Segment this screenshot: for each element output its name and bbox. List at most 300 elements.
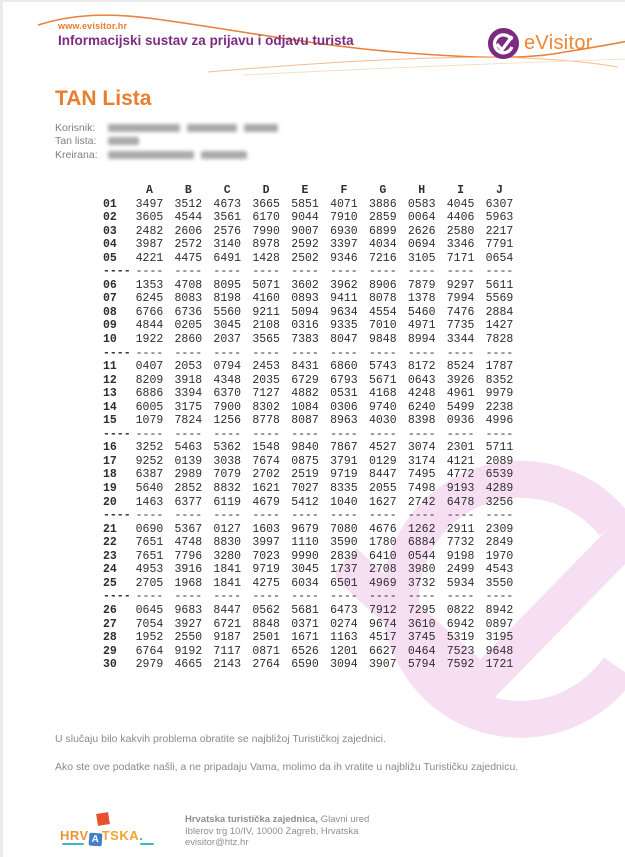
tan-value: 8172 <box>407 360 436 374</box>
tan-value: 3907 <box>368 658 397 672</box>
tan-value: 9187 <box>213 631 242 645</box>
tan-value: 3590 <box>330 536 358 550</box>
tan-value: 9740 <box>368 400 397 414</box>
kreirana-value-redacted <box>108 149 254 161</box>
tan-value: 7651 <box>135 536 164 550</box>
tan-value: 1428 <box>252 251 280 265</box>
tan-table-row <box>103 252 519 266</box>
organization-address: Iblerov trg 10/IV, 10000 Zagreb, Hrvatska <box>185 825 359 837</box>
tan-value: 7295 <box>407 603 436 617</box>
hrvatska-tourist-board-logo <box>60 812 170 854</box>
tan-value: 5367 <box>174 522 203 536</box>
tan-table-row <box>103 333 519 347</box>
tan-value: 4679 <box>252 495 280 509</box>
row-label: 12 <box>103 373 117 387</box>
tan-value: 7674 <box>252 454 280 468</box>
tan-value: 2037 <box>213 333 242 347</box>
tan-value: 2764 <box>252 658 280 672</box>
tan-value: 0643 <box>407 373 436 387</box>
tan-value: 5319 <box>446 631 475 645</box>
row-label: 19 <box>103 482 117 496</box>
tan-value: 6245 <box>135 292 164 306</box>
tan-value: 2702 <box>252 468 280 482</box>
tan-value: C <box>223 184 231 197</box>
tan-table <box>103 184 519 672</box>
tan-value: 9346 <box>330 251 358 265</box>
tan-table-row <box>103 441 519 455</box>
tan-table-separator-row <box>103 590 519 604</box>
tan-value: 4748 <box>174 536 203 550</box>
tan-value: 8087 <box>291 414 319 428</box>
tan-value: 1256 <box>213 414 242 428</box>
tan-value: 0822 <box>446 603 475 617</box>
tan-value: 7828 <box>485 333 514 347</box>
tan-value: 3886 <box>368 197 397 211</box>
tan-value: ---- <box>485 265 514 279</box>
tan-value: 2979 <box>135 658 164 672</box>
row-label: 26 <box>103 603 117 617</box>
tan-value: 7910 <box>330 211 358 225</box>
tan-table-separator-row <box>103 347 519 361</box>
tan-value: 1427 <box>485 319 514 333</box>
tan-value: 4673 <box>213 197 242 211</box>
tan-value: ---- <box>485 427 514 441</box>
tan-value: 0583 <box>407 197 436 211</box>
tan-value: 8083 <box>174 292 203 306</box>
tan-value: 2849 <box>485 536 514 550</box>
tan-value: 9411 <box>330 292 358 306</box>
tan-value: 3140 <box>213 238 242 252</box>
row-label: 05 <box>103 251 117 265</box>
tan-value: 2742 <box>407 495 436 509</box>
tan-value: ---- <box>485 509 514 523</box>
tan-value: 8778 <box>252 414 280 428</box>
tan-value: 3038 <box>213 454 242 468</box>
row-label: 07 <box>103 292 117 306</box>
tan-value: 7476 <box>446 305 475 319</box>
tan-value: 2626 <box>407 224 436 238</box>
tan-value: ---- <box>174 590 203 604</box>
tan-value: 3045 <box>213 319 242 333</box>
tan-value: 2705 <box>135 576 164 590</box>
row-label: 25 <box>103 576 117 590</box>
tan-value: 2708 <box>368 563 397 577</box>
tan-value: 5851 <box>291 197 319 211</box>
tan-table-row <box>103 292 519 306</box>
tan-table-row <box>103 198 519 212</box>
tan-value: 0897 <box>485 617 514 631</box>
tan-value: 2592 <box>291 238 319 252</box>
tan-value: 4034 <box>368 238 397 252</box>
tan-value: 8978 <box>252 238 280 252</box>
tan-value: 6590 <box>291 658 319 672</box>
tan-value: 0871 <box>252 644 280 658</box>
tan-value: 3602 <box>291 278 319 292</box>
tan-table-row <box>103 279 519 293</box>
tan-value: ---- <box>174 509 203 523</box>
tan-value: 3565 <box>252 333 280 347</box>
tan-value: 7879 <box>407 278 436 292</box>
tan-value: 8447 <box>368 468 397 482</box>
tan-value: 7171 <box>446 251 475 265</box>
tan-value: 1262 <box>407 522 436 536</box>
tan-value: 0531 <box>330 387 358 401</box>
tan-value: 4121 <box>446 454 475 468</box>
tan-value: 3605 <box>135 211 164 225</box>
evisitor-url: www.evisitor.hr <box>58 21 128 31</box>
tan-value: 3512 <box>174 197 203 211</box>
tan-value: 0645 <box>135 603 164 617</box>
tan-value: 1841 <box>213 563 242 577</box>
tan-value: 6478 <box>446 495 475 509</box>
tan-value: 9198 <box>446 549 475 563</box>
tan-value: 2238 <box>485 400 514 414</box>
tan-value: ---- <box>407 427 436 441</box>
tan-value: 3980 <box>407 563 436 577</box>
tan-value: 8095 <box>213 278 242 292</box>
tan-value: 5640 <box>135 482 164 496</box>
tan-value: 5671 <box>368 373 397 387</box>
tan-value: 2482 <box>135 224 164 238</box>
tan-value: ---- <box>252 265 280 279</box>
tan-value: 2550 <box>174 631 203 645</box>
tan-value: 1952 <box>135 631 164 645</box>
tan-value: 3962 <box>330 278 358 292</box>
tan-value: 3252 <box>135 441 164 455</box>
tan-value: B <box>184 184 192 197</box>
tan-table-row <box>103 618 519 632</box>
tan-value: ---- <box>330 590 358 604</box>
tan-value: 4708 <box>174 278 203 292</box>
tan-value: 4554 <box>368 305 397 319</box>
tan-value: 8431 <box>291 360 319 374</box>
tan-value: 4030 <box>368 414 397 428</box>
row-label: 03 <box>103 224 117 238</box>
tan-value: 1841 <box>213 576 242 590</box>
tan-value: 9007 <box>291 224 319 238</box>
tan-value: 8209 <box>135 373 164 387</box>
tan-value: 3550 <box>485 576 514 590</box>
tan-value: ---- <box>174 346 203 360</box>
tan-value: 3926 <box>446 373 475 387</box>
tan-value: ---- <box>330 509 358 523</box>
tan-value: 4882 <box>291 387 319 401</box>
tan-value: 6942 <box>446 617 475 631</box>
tan-value: 2576 <box>213 224 242 238</box>
tan-value: 6240 <box>407 400 436 414</box>
tan-value: 4844 <box>135 319 164 333</box>
tan-value: 4676 <box>368 522 397 536</box>
tan-table-row <box>103 645 519 659</box>
tan-value: 1737 <box>330 563 358 577</box>
row-label: 22 <box>103 536 117 550</box>
tan-table-row <box>103 563 519 577</box>
tan-value: 2035 <box>252 373 280 387</box>
tan-value: ---- <box>368 509 397 523</box>
tan-value: 0316 <box>291 319 319 333</box>
tan-value: 2501 <box>252 631 280 645</box>
tan-value: 3665 <box>252 197 280 211</box>
tan-table-row <box>103 211 519 225</box>
tan-value: ---- <box>407 509 436 523</box>
row-label: 10 <box>103 333 117 347</box>
row-label: 24 <box>103 563 117 577</box>
tan-lista-row <box>55 135 285 149</box>
tan-value: 5560 <box>213 305 242 319</box>
page-title: TAN Lista <box>55 87 152 110</box>
organization-name-line <box>185 814 369 826</box>
tan-value: 3397 <box>330 238 358 252</box>
organization-info <box>185 814 369 849</box>
tan-value: 0936 <box>446 414 475 428</box>
tan-table-row <box>103 496 519 510</box>
tan-value: ---- <box>291 590 319 604</box>
tan-table-row <box>103 401 519 415</box>
tan-value: 7216 <box>368 251 397 265</box>
tan-value: 9840 <box>291 441 319 455</box>
tan-table-row <box>103 414 519 428</box>
tan-value: 8398 <box>407 414 436 428</box>
tan-value: H <box>418 184 426 197</box>
tan-value: 2055 <box>368 482 397 496</box>
tan-value: 7498 <box>407 482 436 496</box>
tan-value: 0875 <box>291 454 319 468</box>
row-label: 18 <box>103 468 117 482</box>
tan-value: 3732 <box>407 576 436 590</box>
row-label: 29 <box>103 644 117 658</box>
hrvatska-letters-pre: HRV <box>60 828 89 843</box>
tan-value: 3045 <box>291 563 319 577</box>
tan-value: ---- <box>368 590 397 604</box>
tan-table-row <box>103 306 519 320</box>
tan-value: 1084 <box>291 400 319 414</box>
tan-value: 6526 <box>291 644 319 658</box>
tan-value: ---- <box>407 346 436 360</box>
tan-value: 9297 <box>446 278 475 292</box>
tan-value: 6119 <box>213 495 242 509</box>
tan-table-separator-row <box>103 428 519 442</box>
tan-value: 2499 <box>446 563 475 577</box>
tan-table-row <box>103 550 519 564</box>
teal-underline-icon <box>62 843 84 845</box>
tan-value: 1548 <box>252 441 280 455</box>
tan-value: 4996 <box>485 414 514 428</box>
tan-value: ---- <box>135 427 164 441</box>
tan-value: 1922 <box>135 333 164 347</box>
tan-value: 6860 <box>330 360 358 374</box>
tan-value: 9192 <box>174 644 203 658</box>
tan-value: 6005 <box>135 400 164 414</box>
tan-value: 0893 <box>291 292 319 306</box>
tan-value: F <box>340 184 348 197</box>
tan-value: 7912 <box>368 603 397 617</box>
tan-value: ---- <box>291 427 319 441</box>
tan-value: ---- <box>291 346 319 360</box>
tan-table-row <box>103 387 519 401</box>
tan-table-row <box>103 482 519 496</box>
tan-table-row <box>103 374 519 388</box>
tan-value: 8942 <box>485 603 514 617</box>
row-label: ---- <box>103 590 131 604</box>
tan-value: ---- <box>330 346 358 360</box>
tan-value: 3175 <box>174 400 203 414</box>
tan-value: ---- <box>174 427 203 441</box>
tan-table-row <box>103 319 519 333</box>
tan-value: ---- <box>213 427 242 441</box>
tan-value: 8830 <box>213 536 242 550</box>
tan-value: 3610 <box>407 617 436 631</box>
evisitor-wordmark: eVisitor <box>524 32 593 54</box>
tan-value: 2852 <box>174 482 203 496</box>
tan-value: 4527 <box>368 441 397 455</box>
tan-value: 5611 <box>485 278 514 292</box>
tan-value: A <box>145 184 153 197</box>
tan-table-row <box>103 577 519 591</box>
organization-name: Hrvatska turistička zajednica, <box>185 814 319 825</box>
tan-value: 4969 <box>368 576 397 590</box>
tan-value: 2143 <box>213 658 242 672</box>
tan-value: 2859 <box>368 211 397 225</box>
tan-value: 6886 <box>135 387 164 401</box>
tan-value: 1627 <box>368 495 397 509</box>
tan-value: 0274 <box>330 617 358 631</box>
tan-value: 1353 <box>135 278 164 292</box>
tan-value: 6034 <box>291 576 319 590</box>
tan-value: 9648 <box>485 644 514 658</box>
tan-value: 6501 <box>330 576 358 590</box>
tan-value: 8524 <box>446 360 475 374</box>
tan-value: ---- <box>135 590 164 604</box>
tan-value: ---- <box>252 346 280 360</box>
tan-value: ---- <box>368 346 397 360</box>
tan-value: 0407 <box>135 360 164 374</box>
tan-value: 5499 <box>446 400 475 414</box>
note-problems: U slučaju bilo kakvih problema obratite se najbližoj Turističkoj zajednici. <box>55 733 386 745</box>
tan-value: 6721 <box>213 617 242 631</box>
tan-value: 9335 <box>330 319 358 333</box>
tan-value: 7523 <box>446 644 475 658</box>
tan-table-row <box>103 468 519 482</box>
tan-value: 9848 <box>368 333 397 347</box>
tan-value: 2580 <box>446 224 475 238</box>
tan-value: 7900 <box>213 400 242 414</box>
tan-value: J <box>496 184 503 197</box>
tan-value: 3344 <box>446 333 475 347</box>
tan-value: 0129 <box>368 454 397 468</box>
tan-value: 3791 <box>330 454 358 468</box>
tan-value: 0544 <box>407 549 436 563</box>
row-label: 16 <box>103 441 117 455</box>
tan-value: 5569 <box>485 292 514 306</box>
tan-value: 1110 <box>291 536 319 550</box>
tan-value: 1463 <box>135 495 164 509</box>
tan-value: 7732 <box>446 536 475 550</box>
tan-value: ---- <box>135 346 164 360</box>
teal-underline-icon <box>140 843 154 845</box>
tan-value: 3927 <box>174 617 203 631</box>
tan-value: 0694 <box>407 238 436 252</box>
tan-value: 0306 <box>330 400 358 414</box>
row-label: 14 <box>103 400 117 414</box>
tan-value: 0371 <box>291 617 319 631</box>
korisnik-value-redacted <box>108 122 285 134</box>
tan-value: 4248 <box>407 387 436 401</box>
tan-value: ---- <box>446 509 475 523</box>
tan-value: 6473 <box>330 603 358 617</box>
tan-value: 9044 <box>291 211 319 225</box>
tan-value: 9634 <box>330 305 358 319</box>
tan-value: 2519 <box>291 468 319 482</box>
tan-value: 7824 <box>174 414 203 428</box>
tan-value: 6884 <box>407 536 436 550</box>
tan-value: 7735 <box>446 319 475 333</box>
tan-value: 1079 <box>135 414 164 428</box>
tan-value: ---- <box>252 509 280 523</box>
tan-value: 7054 <box>135 617 164 631</box>
tan-value: 3745 <box>407 631 436 645</box>
tan-value: 1603 <box>252 522 280 536</box>
tan-value: 3094 <box>330 658 358 672</box>
red-square-icon <box>96 812 110 826</box>
korisnik-label: Korisnik: <box>55 121 96 134</box>
tan-lista-value-redacted <box>108 135 146 147</box>
tan-table-separator-row <box>103 265 519 279</box>
row-label: 08 <box>103 305 117 319</box>
tan-table-header-row <box>103 184 519 198</box>
tan-value: 3987 <box>135 238 164 252</box>
tan-value: 7495 <box>407 468 436 482</box>
row-label: 30 <box>103 658 117 672</box>
tan-value: 7592 <box>446 658 475 672</box>
tan-value: 1970 <box>485 549 514 563</box>
tan-value: 6793 <box>330 373 358 387</box>
system-subtitle: Informacijski sustav za prijavu i odjavu turista <box>58 33 354 48</box>
tan-value: 7079 <box>213 468 242 482</box>
tan-value: 4772 <box>446 468 475 482</box>
tan-value: 8832 <box>213 482 242 496</box>
tan-value: 4961 <box>446 387 475 401</box>
tan-table-row <box>103 536 519 550</box>
row-label: 02 <box>103 211 117 225</box>
row-label: 11 <box>103 360 117 374</box>
tan-value: 2108 <box>252 319 280 333</box>
tan-value: ---- <box>135 265 164 279</box>
tan-value: 9719 <box>252 563 280 577</box>
tan-value: 6736 <box>174 305 203 319</box>
row-label: ---- <box>103 265 131 279</box>
tan-table-row <box>103 631 519 645</box>
tan-value: ---- <box>446 346 475 360</box>
tan-value: 7791 <box>485 238 514 252</box>
tan-value: 3256 <box>485 495 514 509</box>
tan-value: 0205 <box>174 319 203 333</box>
tan-value: 8078 <box>368 292 397 306</box>
tan-value: 3195 <box>485 631 514 645</box>
tan-value: 1163 <box>330 631 358 645</box>
tan-value: ---- <box>446 427 475 441</box>
row-label: 15 <box>103 414 117 428</box>
tan-table-row <box>103 225 519 239</box>
tan-value: 9252 <box>135 454 164 468</box>
tan-value: 0562 <box>252 603 280 617</box>
tan-value: 8335 <box>330 482 358 496</box>
tan-value: 4665 <box>174 658 203 672</box>
organization-email: evisitor@htz.hr <box>185 837 249 848</box>
tan-value: 6307 <box>485 197 514 211</box>
note-return: Ako ste ove podatke našli, a ne pripadaju Vama, molimo da ih vratite u najbližu Turističku zajednicu. <box>55 761 519 773</box>
tan-value: 1968 <box>174 576 203 590</box>
tan-value: 5794 <box>407 658 436 672</box>
